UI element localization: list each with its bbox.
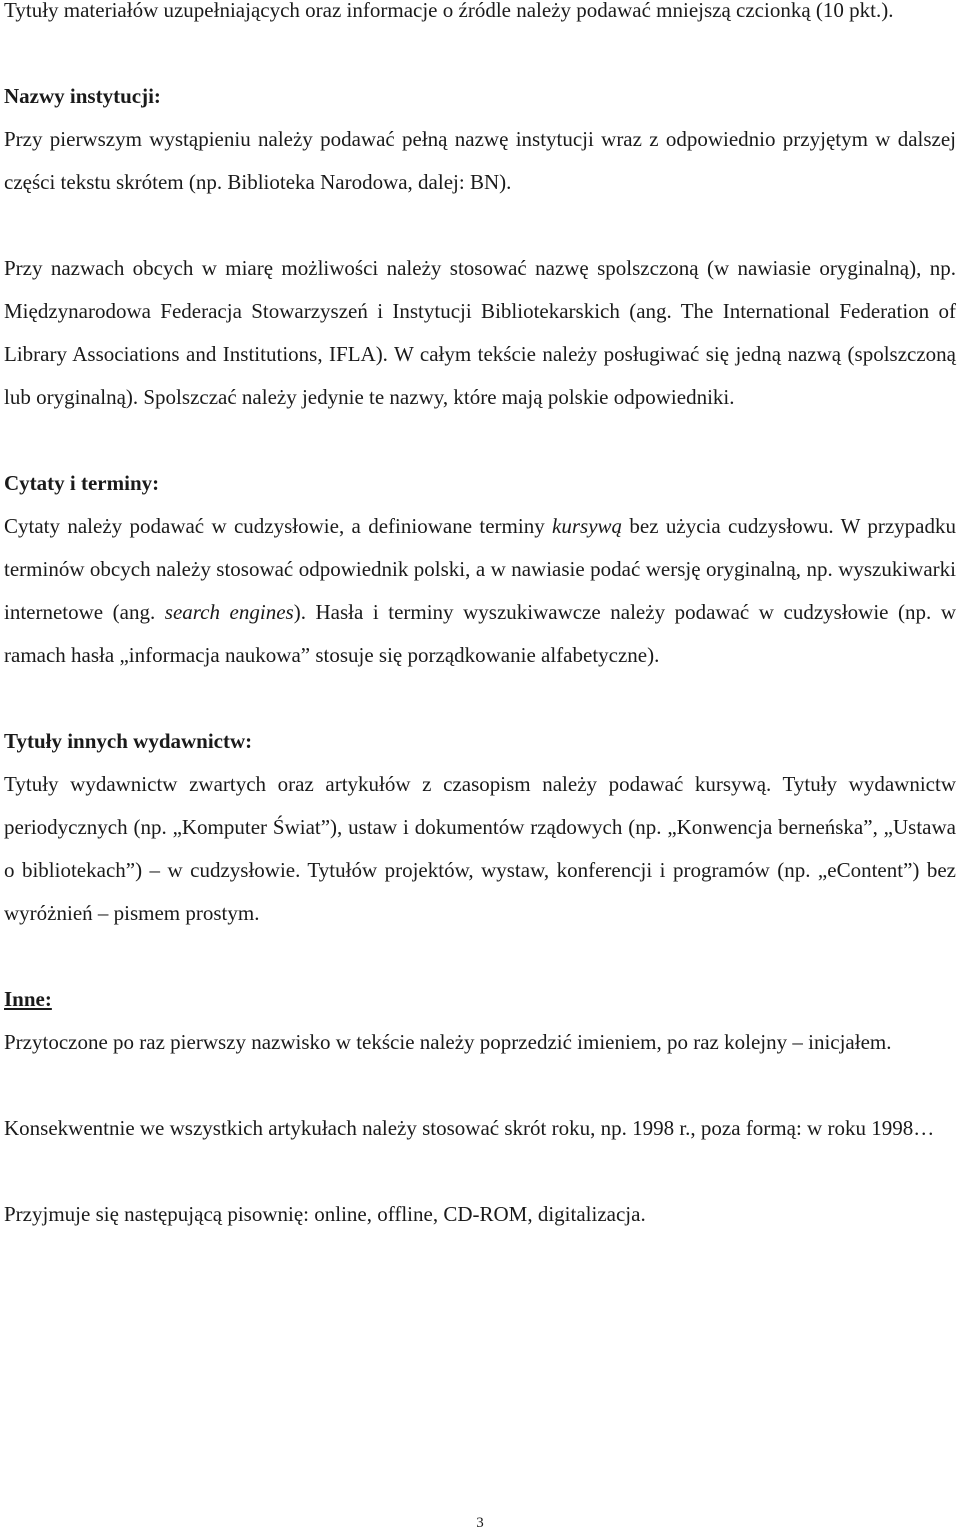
quotes-text-2: bez użycia cudzysłowu. W przypadku terminów obcych należy stosować odpowiednik polski, a w nawiasie podać wersję oryginalną, np. wyszukiwarki internetowe (ang.: [4, 514, 957, 624]
other-paragraph-1: Przytoczone po raz pierwszy nazwisko w tekście należy poprzedzić imieniem, po raz kolejny – inicjałem.: [4, 1030, 892, 1054]
quotes-text-1: Cytaty należy podawać w cudzysłowie, a definiowane terminy: [4, 514, 553, 538]
institutions-paragraph-2: Przy nazwach obcych w miarę możliwości należy stosować nazwę spolszczoną (w nawiasie oryginalną), np. Międzynarodowa Federacja Stowarzyszeń i Instytucji Bibliotekarskich (ang. The International Federation of Library Associations and Institutions, IFLA). W całym tekście należy posługiwać się jedną nazwą (spolszczoną lub oryginalną). Spolszczać należy jedynie te nazwy, które mają polskie odpowiedniki.: [4, 256, 956, 409]
quotes-italic-1: kursywą: [552, 514, 623, 538]
institutions-heading: Nazwy instytucji:: [4, 84, 161, 108]
page-number: 3: [476, 1515, 484, 1531]
quotes-heading: Cytaty i terminy:: [4, 471, 160, 495]
other-paragraph-3: Przyjmuje się następującą pisownię: online, offline, CD-ROM, digitalizacja.: [4, 1202, 646, 1226]
quotes-text-3: ). Hasła i terminy wyszukiwawcze należy podawać w cudzysłowie (np. w ramach hasła „informacja naukowa” stosuje się porządkowanie alfabetyczne).: [4, 600, 956, 667]
other-heading: Inne:: [4, 987, 52, 1011]
document-page: [4, 0, 956, 1236]
other-paragraph-2: Konsekwentnie we wszystkich artykułach należy stosować skrót roku, np. 1998 r., poza formą: w roku 1998…: [4, 1116, 935, 1140]
quotes-italic-2: search engines: [164, 600, 294, 624]
quotes-paragraph: [4, 505, 956, 677]
titles-paragraph: Tytuły wydawnictw zwartych oraz artykułów z czasopism należy podawać kursywą. Tytuły wydawnictw periodycznych (np. „Komputer Świat”), ustaw i dokumentów rządowych (np. „Konwencja berneńska”, „Ustawa o bibliotekach”) – w cudzysłowie. Tytułów projektów, wystaw, konferencji i programów (np. „eContent”) bez wyróżnień – pismem prostym.: [4, 772, 956, 925]
institutions-paragraph-1: Przy pierwszym wystąpieniu należy podawać pełną nazwę instytucji wraz z odpowiednio przyjętym w dalszej części tekstu skrótem (np. Biblioteka Narodowa, dalej: BN).: [4, 127, 956, 194]
intro-paragraph: Tytuły materiałów uzupełniających oraz informacje o źródle należy podawać mniejszą czcionką (10 pkt.).: [4, 0, 894, 22]
titles-heading: Tytuły innych wydawnictw:: [4, 729, 253, 753]
